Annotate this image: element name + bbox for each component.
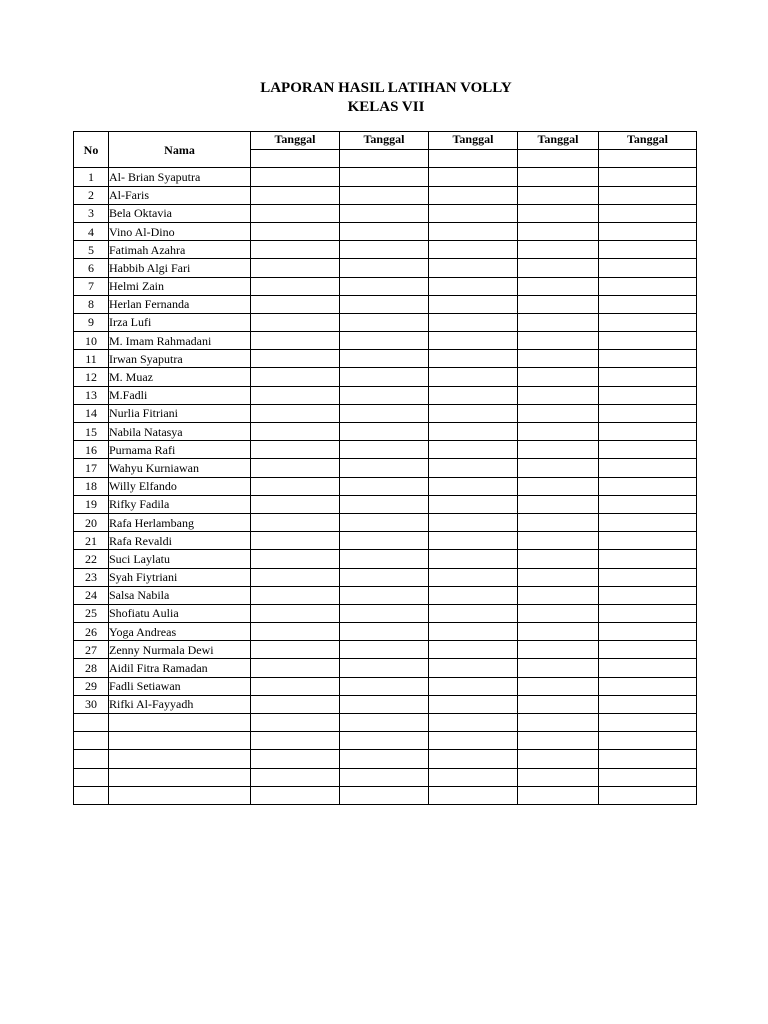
table-row [74,204,697,222]
student-name: Syah Fiytriani [109,568,251,586]
date-cell [599,477,697,495]
table-row [74,732,697,750]
student-name: Fatimah Azahra [109,241,251,259]
date-cell [599,768,697,786]
table-row [74,604,697,622]
row-number: 14 [74,404,109,422]
date-cell [599,550,697,568]
date-cell [340,350,429,368]
date-cell [251,241,340,259]
date-cell [340,604,429,622]
date-cell [599,586,697,604]
date-cell [599,186,697,204]
student-name: Al- Brian Syaputra [109,168,251,186]
date-cell [251,350,340,368]
row-number: 19 [74,495,109,513]
date-cell [251,259,340,277]
table-row [74,423,697,441]
table-row [74,222,697,240]
row-number: 28 [74,659,109,677]
student-name [109,786,251,804]
date-cell [599,750,697,768]
row-number [74,732,109,750]
row-number: 2 [74,186,109,204]
date-cell [340,495,429,513]
date-cell [340,623,429,641]
student-name: Aidil Fitra Ramadan [109,659,251,677]
header-tanggal-1: Tanggal [251,132,340,150]
date-cell [340,259,429,277]
student-name: Salsa Nabila [109,586,251,604]
row-number: 15 [74,423,109,441]
row-number: 23 [74,568,109,586]
date-cell [518,386,599,404]
date-cell [340,313,429,331]
date-cell [518,186,599,204]
date-cell [429,495,518,513]
date-cell [429,513,518,531]
date-cell [340,295,429,313]
date-cell [518,459,599,477]
date-cell [340,641,429,659]
table-header [74,132,697,168]
row-number: 8 [74,295,109,313]
table-row [74,495,697,513]
table-row [74,168,697,186]
date-cell [518,350,599,368]
student-name: Suci Laylatu [109,550,251,568]
date-cell [429,641,518,659]
date-cell [599,368,697,386]
row-number: 10 [74,332,109,350]
date-cell [429,313,518,331]
date-cell [340,386,429,404]
date-cell [518,259,599,277]
header-row [74,132,697,150]
table-row [74,659,697,677]
row-number: 7 [74,277,109,295]
date-cell [518,604,599,622]
date-cell [340,695,429,713]
date-cell [429,786,518,804]
table-row [74,786,697,804]
date-cell [599,732,697,750]
date-cell [251,204,340,222]
date-cell [429,586,518,604]
date-cell [518,677,599,695]
date-cell [599,641,697,659]
report-title-line-2: KELAS VII [347,99,425,115]
date-cell [599,714,697,732]
student-name: Bela Oktavia [109,204,251,222]
student-name: Herlan Fernanda [109,295,251,313]
student-name: Helmi Zain [109,277,251,295]
table-row [74,477,697,495]
student-name: Purnama Rafi [109,441,251,459]
student-name [109,768,251,786]
date-cell [340,568,429,586]
date-cell [340,659,429,677]
date-cell [340,532,429,550]
student-name: M. Muaz [109,368,251,386]
table-row [74,441,697,459]
table-row [74,186,697,204]
row-number [74,768,109,786]
date-cell [599,604,697,622]
date-cell [599,495,697,513]
table-row [74,295,697,313]
student-name: M.Fadli [109,386,251,404]
date-cell [429,623,518,641]
date-cell [429,277,518,295]
row-number: 1 [74,168,109,186]
date-cell [599,259,697,277]
date-cell [518,241,599,259]
student-name: Zenny Nurmala Dewi [109,641,251,659]
date-cell [429,714,518,732]
student-name: Vino Al-Dino [109,222,251,240]
date-cell [518,423,599,441]
date-cell [599,295,697,313]
date-cell [518,750,599,768]
date-cell [340,368,429,386]
date-cell [251,168,340,186]
date-cell [251,714,340,732]
date-cell [518,368,599,386]
date-cell [251,186,340,204]
date-cell [599,623,697,641]
header-nama: Nama [109,132,251,168]
table-row [74,586,697,604]
date-cell [251,313,340,331]
row-number: 30 [74,695,109,713]
date-cell [429,423,518,441]
student-name [109,750,251,768]
student-name: Shofiatu Aulia [109,604,251,622]
student-name: M. Imam Rahmadani [109,332,251,350]
table-row [74,368,697,386]
row-number [74,750,109,768]
table-row [74,714,697,732]
header-tanggal-4: Tanggal [518,132,599,150]
row-number: 27 [74,641,109,659]
date-cell [251,623,340,641]
date-cell [340,459,429,477]
date-cell [429,732,518,750]
student-name: Rifky Fadila [109,495,251,513]
date-cell [599,350,697,368]
date-cell [518,532,599,550]
table-row [74,313,697,331]
date-cell [518,714,599,732]
date-cell [340,204,429,222]
date-cell [518,586,599,604]
date-cell [429,441,518,459]
student-name: Yoga Andreas [109,623,251,641]
student-name: Irza Lufi [109,313,251,331]
date-cell [340,750,429,768]
row-number: 25 [74,604,109,622]
student-name: Willy Elfando [109,477,251,495]
student-name: Rifki Al-Fayyadh [109,695,251,713]
date-cell [518,404,599,422]
date-cell [340,423,429,441]
date-cell [518,568,599,586]
date-cell [518,659,599,677]
row-number [74,714,109,732]
table-row [74,513,697,531]
date-cell [429,677,518,695]
table-row [74,259,697,277]
date-cell [429,604,518,622]
date-cell [429,186,518,204]
date-cell [340,186,429,204]
date-cell [599,313,697,331]
date-cell [518,168,599,186]
table-row [74,641,697,659]
date-cell [518,313,599,331]
date-cell [251,532,340,550]
row-number: 18 [74,477,109,495]
date-cell [251,441,340,459]
row-number: 3 [74,204,109,222]
student-name [109,714,251,732]
row-number: 6 [74,259,109,277]
date-cell [340,786,429,804]
table-row [74,241,697,259]
date-cell [251,768,340,786]
date-cell [340,404,429,422]
date-cell [340,441,429,459]
date-cell [251,404,340,422]
student-name: Nabila Natasya [109,423,251,441]
date-cell [599,677,697,695]
student-name: Habbib Algi Fari [109,259,251,277]
table-row [74,386,697,404]
date-cell [340,586,429,604]
row-number: 4 [74,222,109,240]
table-row [74,677,697,695]
date-cell [599,168,697,186]
date-cell [599,241,697,259]
table-row [74,332,697,350]
date-cell [518,732,599,750]
table-row [74,404,697,422]
header-date-cell [429,150,518,168]
date-cell [429,259,518,277]
date-cell [251,513,340,531]
date-cell [429,550,518,568]
date-cell [340,222,429,240]
date-cell [599,786,697,804]
date-cell [599,513,697,531]
date-cell [251,368,340,386]
header-date-cell [340,150,429,168]
date-cell [251,786,340,804]
date-cell [429,168,518,186]
student-name: Irwan Syaputra [109,350,251,368]
date-cell [251,423,340,441]
date-cell [429,350,518,368]
date-cell [429,477,518,495]
date-cell [599,441,697,459]
date-cell [518,277,599,295]
date-cell [518,623,599,641]
table-row [74,350,697,368]
header-date-cell [599,150,697,168]
student-name: Rafa Revaldi [109,532,251,550]
date-cell [251,641,340,659]
date-cell [518,550,599,568]
student-name: Al-Faris [109,186,251,204]
student-name: Wahyu Kurniawan [109,459,251,477]
date-cell [518,222,599,240]
date-cell [340,241,429,259]
header-tanggal-2: Tanggal [340,132,429,150]
student-name: Rafa Herlambang [109,513,251,531]
date-cell [251,550,340,568]
table-row [74,532,697,550]
table-row [74,695,697,713]
date-cell [518,513,599,531]
row-number: 16 [74,441,109,459]
table-row [74,277,697,295]
date-cell [340,332,429,350]
row-number: 24 [74,586,109,604]
row-number: 20 [74,513,109,531]
row-number: 26 [74,623,109,641]
date-cell [429,204,518,222]
attendance-table [73,131,697,805]
row-number: 21 [74,532,109,550]
row-number: 29 [74,677,109,695]
date-cell [518,477,599,495]
date-cell [340,477,429,495]
date-cell [429,750,518,768]
table-row [74,550,697,568]
date-cell [340,677,429,695]
table-row [74,750,697,768]
row-number: 5 [74,241,109,259]
date-cell [429,532,518,550]
date-cell [251,332,340,350]
header-tanggal-5: Tanggal [599,132,697,150]
header-no: No [74,132,109,168]
date-cell [251,495,340,513]
date-cell [599,332,697,350]
date-cell [251,586,340,604]
date-cell [340,277,429,295]
date-cell [251,677,340,695]
date-cell [599,459,697,477]
date-cell [429,222,518,240]
report-title [0,79,768,117]
date-cell [429,386,518,404]
header-tanggal-3: Tanggal [429,132,518,150]
date-cell [251,459,340,477]
date-cell [251,277,340,295]
date-cell [429,768,518,786]
date-cell [251,604,340,622]
date-cell [251,659,340,677]
date-cell [429,404,518,422]
date-cell [251,750,340,768]
date-cell [251,568,340,586]
row-number: 12 [74,368,109,386]
date-cell [518,441,599,459]
date-cell [251,695,340,713]
date-cell [340,714,429,732]
date-cell [251,222,340,240]
student-name: Fadli Setiawan [109,677,251,695]
date-cell [518,641,599,659]
table-row [74,623,697,641]
date-cell [429,241,518,259]
report-title-line-1: LAPORAN HASIL LATIHAN VOLLY [260,80,512,96]
date-cell [251,732,340,750]
date-cell [518,495,599,513]
date-cell [599,204,697,222]
date-cell [518,768,599,786]
row-number: 11 [74,350,109,368]
date-cell [518,695,599,713]
date-cell [599,277,697,295]
table-row [74,568,697,586]
header-date-cell [251,150,340,168]
date-cell [340,550,429,568]
date-cell [429,368,518,386]
date-cell [599,695,697,713]
date-cell [429,659,518,677]
table-row [74,768,697,786]
date-cell [429,295,518,313]
date-cell [340,168,429,186]
row-number: 22 [74,550,109,568]
header-date-cell [518,150,599,168]
date-cell [429,459,518,477]
date-cell [599,423,697,441]
table-body [74,168,697,805]
row-number: 9 [74,313,109,331]
date-cell [599,386,697,404]
row-number [74,786,109,804]
student-name [109,732,251,750]
date-cell [429,568,518,586]
date-cell [599,568,697,586]
date-cell [340,732,429,750]
date-cell [599,532,697,550]
date-cell [518,295,599,313]
row-number: 13 [74,386,109,404]
date-cell [429,332,518,350]
date-cell [599,404,697,422]
row-number: 17 [74,459,109,477]
date-cell [340,768,429,786]
date-cell [251,477,340,495]
student-name: Nurlia Fitriani [109,404,251,422]
date-cell [429,695,518,713]
table-row [74,459,697,477]
date-cell [340,513,429,531]
date-cell [599,222,697,240]
date-cell [599,659,697,677]
date-cell [251,386,340,404]
date-cell [251,295,340,313]
date-cell [518,204,599,222]
date-cell [518,786,599,804]
date-cell [518,332,599,350]
